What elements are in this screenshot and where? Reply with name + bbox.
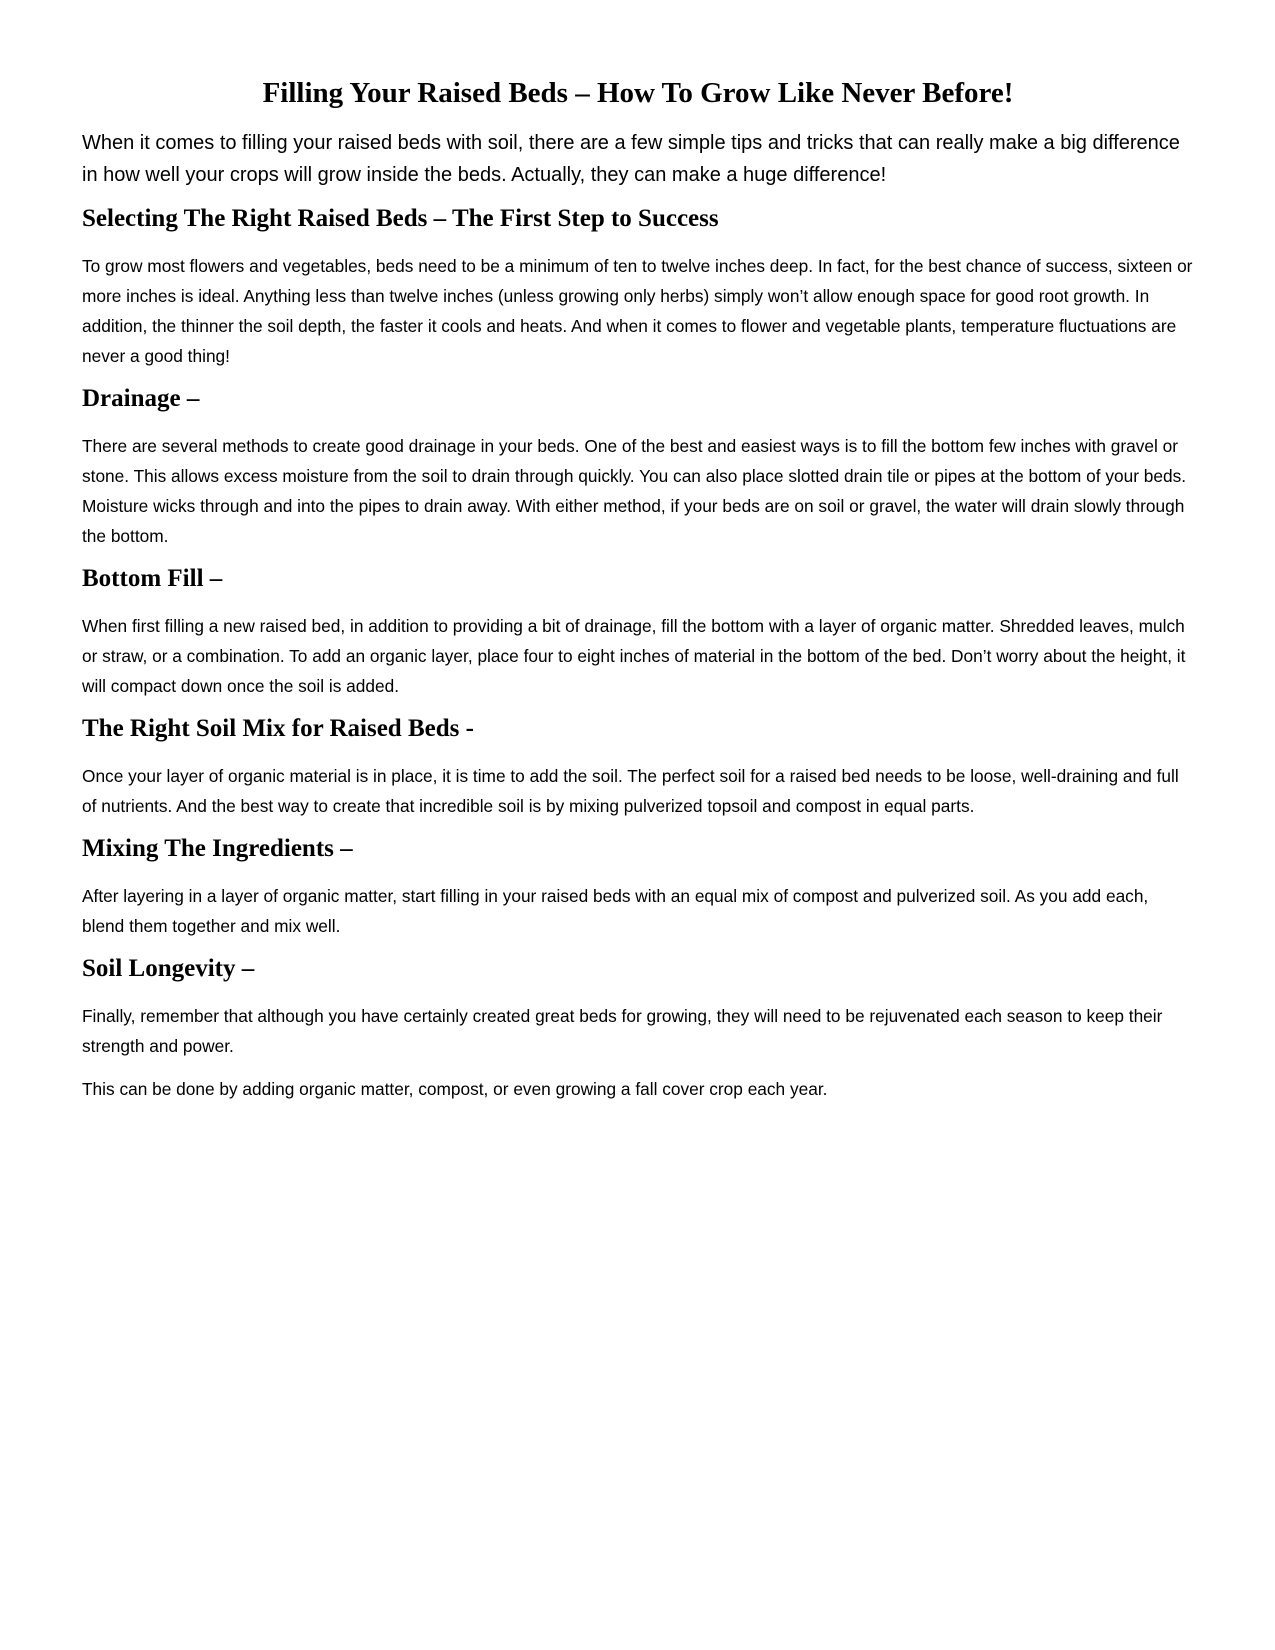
section-drainage: [82, 384, 1194, 551]
section-heading: Bottom Fill –: [82, 564, 223, 592]
section-paragraph: There are several methods to create good drainage in your beds. One of the best and easiest ways is to fill the bottom few inches with gravel or stone. This allows excess moisture from the soil to drain through quickly. You can also place slotted drain tile or pipes at the bottom of your beds. Moisture wicks through and into the pipes to drain away. With either method, if your beds are on soil or gravel, the water will drain slowly through the bottom.: [82, 435, 1187, 546]
section-paragraph: Once your layer of organic material is in place, it is time to add the soil. The perfect soil for a raised bed needs to be loose, well-draining and full of nutrients. And the best way to create that incredible soil is by mixing pulverized topsoil and compost in equal parts.: [82, 765, 1179, 816]
section-heading: Drainage –: [82, 384, 200, 412]
section-selecting-beds: [82, 204, 1194, 371]
section-soil-mix: [82, 714, 1194, 821]
section-heading: Mixing The Ingredients –: [82, 834, 353, 862]
section-heading: The Right Soil Mix for Raised Beds -: [82, 714, 474, 742]
section-bottom-fill: [82, 564, 1194, 701]
section-paragraph: This can be done by adding organic matter, compost, or even growing a fall cover crop each year.: [82, 1078, 828, 1099]
document-page: [82, 76, 1194, 1117]
section-paragraph: Finally, remember that although you have certainly created great beds for growing, they will need to be rejuvenated each season to keep their strength and power.: [82, 1005, 1163, 1056]
section-paragraph: After layering in a layer of organic matter, start filling in your raised beds with an equal mix of compost and pulverized soil. As you add each, blend them together and mix well.: [82, 885, 1149, 936]
page-title: Filling Your Raised Beds – How To Grow Like Never Before!: [262, 77, 1014, 109]
section-soil-longevity: [82, 954, 1194, 1104]
section-heading: Selecting The Right Raised Beds – The First Step to Success: [82, 204, 719, 232]
intro-paragraph: When it comes to filling your raised beds with soil, there are a few simple tips and tricks that can really make a big difference in how well your crops will grow inside the beds. Actually, they can make a huge difference!: [82, 131, 1180, 186]
section-mixing-ingredients: [82, 834, 1194, 941]
section-paragraph: When first filling a new raised bed, in addition to providing a bit of drainage, fill the bottom with a layer of organic matter. Shredded leaves, mulch or straw, or a combination. To add an organic layer, place four to eight inches of material in the bottom of the bed. Don’t worry about the height, it will compact down once the soil is added.: [82, 615, 1186, 696]
section-paragraph: To grow most flowers and vegetables, beds need to be a minimum of ten to twelve inches deep. In fact, for the best chance of success, sixteen or more inches is ideal. Anything less than twelve inches (unless growing only herbs) simply won’t allow enough space for good root growth. In addition, the thinner the soil depth, the faster it cools and heats. And when it comes to flower and vegetable plants, temperature fluctuations are never a good thing!: [82, 255, 1193, 366]
section-heading: Soil Longevity –: [82, 954, 255, 982]
